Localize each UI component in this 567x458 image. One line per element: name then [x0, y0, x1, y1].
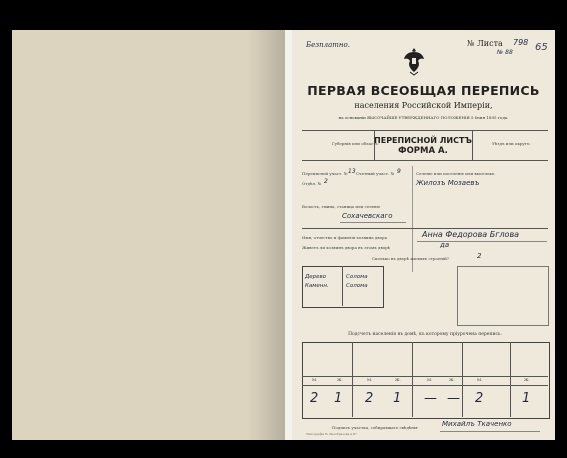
summary-value-7: 2	[475, 391, 484, 406]
settlement-value: Жилозъ Мозаевъ	[416, 179, 480, 187]
col-header-3: М.	[367, 377, 373, 382]
village-value: Сохачевскаго	[342, 212, 393, 220]
summary-value-8: 1	[522, 391, 531, 406]
census-form-page	[292, 30, 555, 440]
form-type: ФОРМА А.	[398, 146, 448, 156]
col-header-2: Ж.	[337, 377, 343, 382]
district-value: 13	[348, 168, 356, 175]
archive-sub-number: № 88	[497, 49, 513, 56]
district-label: Переписной участ. №	[302, 171, 348, 176]
living-label: Живетъ ли хозяинъ двора въ этомъ дворѣ	[302, 245, 391, 250]
imperial-eagle-icon	[402, 46, 426, 76]
form-title: ПЕРВАЯ ВСЕОБЩАЯ ПЕРЕПИСЬ	[307, 83, 540, 98]
buildings-question: Сколько въ дворѣ жилыхъ строеній?	[372, 256, 449, 261]
section-label: Отдѣл. №	[302, 181, 322, 186]
notes-box	[457, 266, 549, 326]
buildings-value: 2	[477, 252, 482, 260]
summary-value-6: —	[447, 391, 460, 406]
material-wood: Дерево	[305, 274, 327, 280]
summary-value-5: —	[424, 391, 437, 406]
left-page	[12, 30, 288, 440]
free-label: Безплатно.	[306, 41, 350, 49]
printer-mark: Типографія В. Безобразова и К°	[306, 432, 357, 436]
living-value: да	[440, 241, 450, 249]
summary-value-3: 2	[365, 391, 374, 406]
summary-heading: Подсчетъ населенія въ домѣ, къ которому пріурочена перепись.	[348, 332, 502, 337]
page-shadow	[247, 30, 287, 440]
col-header-6: Ж.	[449, 377, 455, 382]
summary-value-2: 1	[334, 391, 343, 406]
col-header-4: Ж.	[395, 377, 401, 382]
archive-number: 65	[535, 42, 548, 53]
county-label: Уѣздъ или округъ:	[492, 141, 531, 146]
summary-value-1: 2	[310, 391, 319, 406]
form-name: ПЕРЕПИСНОЙ ЛИСТЪ	[374, 136, 472, 145]
village-label: Волость, гмина, станица или селеніе	[302, 204, 381, 209]
material-stone: Каменн.	[305, 283, 329, 289]
material-straw-2: Солома	[346, 283, 368, 289]
signature-label: Подпись участка, собиравшаго свѣдѣнія	[332, 425, 418, 430]
sheet-number-label: № Листа	[467, 39, 503, 48]
province-label: Губернія или область:	[332, 141, 379, 146]
owner-value: Анна Федорова Бглова	[422, 230, 520, 239]
col-header-1: М.	[312, 377, 318, 382]
signature-value: Михайлъ Ткаченко	[442, 420, 512, 428]
owner-label: Имя, отчество и фамилія хозяина двора	[302, 235, 387, 240]
counting-value: 9	[397, 168, 401, 175]
sheet-number-value: 798	[513, 38, 529, 47]
col-header-8: Ж.	[524, 377, 530, 382]
form-basis: на основаніи ВЫСОЧАЙШЕ УТВЕРЖДЕННАГО ПОЛОЖЕНІЯ 5 Іюня 1895 года.	[338, 115, 509, 120]
counting-label: Счетный участ. №	[356, 171, 395, 176]
col-header-5: М.	[427, 377, 433, 382]
settlement-label: Селеніе или поселеніе или выселокъ	[416, 171, 495, 176]
section-value: 2	[324, 178, 328, 185]
material-straw: Солома	[346, 274, 368, 280]
form-subtitle: населения Российской Имперіи,	[354, 101, 493, 110]
col-header-7: М.	[477, 377, 483, 382]
summary-value-4: 1	[393, 391, 402, 406]
